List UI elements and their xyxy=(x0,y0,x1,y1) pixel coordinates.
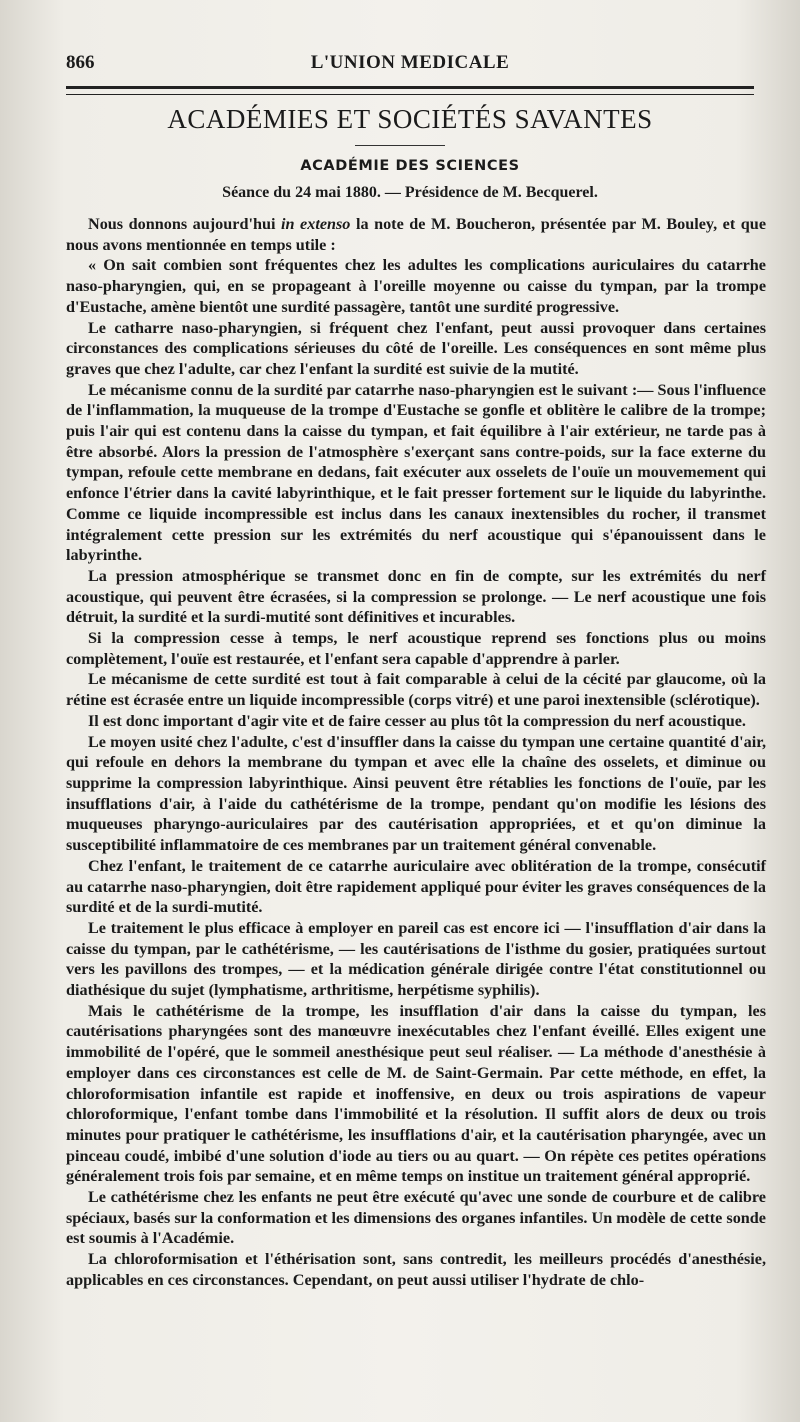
paragraph: Le moyen usité chez l'adulte, c'est d'insuffler dans la caisse du tympan une certaine quantité d'air, qui refoule en dehors la membrane du tympan et avec elle la chaîne des osselets, et diminue ou supprime la compression labyrinthique. Ainsi peuvent être rétablies les fonctions de l'ouïe, par les insufflations d'air, à l'aide du cathétérisme de la trompe, pendant qu'on modifie les lésions des muqueuses pharyngo-auriculaires par des cautérisation appropriées, et et qu'on diminue la susceptibilité inflammatoire de ces membranes par un traitement général convenable. xyxy=(66,732,766,855)
intro-after: la note de M. Boucheron, présentée par M. Bouley, et que nous avons mentionnée en temps utile : xyxy=(66,215,766,254)
header-rule xyxy=(66,86,754,95)
academy-name: ACADÉMIE DES SCIENCES xyxy=(300,158,520,174)
paragraph: La pression atmosphérique se transmet donc en fin de compte, sur les extrémités du nerf acoustique, qui peuvent être écrasées, si la compression se prolonge. — Le nerf acoustique une fois détruit, la surdité et la surdi-mutité sont définitives et incurables. xyxy=(66,566,766,627)
section-title: ACADÉMIES ET SOCIÉTÉS SAVANTES xyxy=(167,104,653,134)
intro-italic: in extenso xyxy=(281,215,351,233)
intro-paragraph xyxy=(66,214,766,255)
paragraph: Le mécanisme connu de la surdité par catarrhe naso-pharyngien est le suivant :— Sous l'influence de l'inflammation, la muqueuse de la trompe d'Eustache se gonfle et oblitère le calibre de la trompe; puis l'air qui est contenu dans la caisse du tympan, et fait équilibre à l'air extérieur, ne tarde pas à être absorbé. Alors la pression de l'atmosphère s'exerçant sans contre-poids, sur la face externe du tympan, refoule cette membrane en dedans, fait exécuter aux osselets de l'ouïe un mouvemement qui enfonce l'étrier dans la cavité labyrinthique, et le fait presser fortement sur le liquide du labyrinthe. Comme ce liquide incompressible est inclus dans les canaux inextensibles du rocher, il transmet intégralement cette pression sur les extrémités du nerf acoustique qui s'épanouissent dans le labyrinthe. xyxy=(66,380,766,565)
paragraph: Il est donc important d'agir vite et de faire cesser au plus tôt la compression du nerf acoustique. xyxy=(88,711,746,730)
running-head xyxy=(66,52,754,78)
article-body xyxy=(66,214,766,1291)
journal-title: L'UNION MEDICALE xyxy=(310,52,510,73)
paragraph: La chloroformisation et l'éthérisation sont, sans contredit, les meilleurs procédés d'anesthésie, applicables en ces circonstances. Cependant, on peut aussi utiliser l'hydrate de chlo- xyxy=(66,1250,766,1289)
paragraph: Le traitement le plus efficace à employer en pareil cas est encore ici — l'insufflation d'air dans la caisse du tympan, par le cathétérisme, — les cautérisations de l'isthme du gosier, pratiquées surtout vers les pavillons des trompes, — et la médication générale dirigée contre l'état constitutionnel ou diathésique du sujet (lymphatisme, arthritisme, herpétisme syphilis). xyxy=(66,918,766,1000)
paragraph: Le cathétérisme chez les enfants ne peut être exécuté qu'avec une sonde de courbure et de calibre spéciaux, basés sur la conformation et les dimensions des organes infantiles. Un modèle de cette sonde est soumis à l'Académie. xyxy=(66,1188,766,1248)
paragraph: Mais le cathétérisme de la trompe, les insufflation d'air dans la caisse du tympan, les cautérisations pharyngées sont des manœuvre inexécutables chez l'enfant éveillé. Elles exigent une immobilité de l'opéré, que le sommeil anesthésique peut seul réaliser. — La méthode d'anesthésie à employer dans ces circonstances est celle de M. de Saint-Germain. Par cette méthode, en effet, la chloroformisation infantile est rapide et inoffensive, en deux ou trois aspirations de vapeur chloroformique, l'enfant tombe dans l'immobilité et la résolution. Il suffit alors de deux ou trois minutes pour pratiquer le cathétérisme, les insufflations d'air, et la cautérisation pharyngée, avec un pinceau coudé, imbibé d'une solution d'iode au tiers ou au quart. — On répète ces petites opérations généralement trois fois par semaine, et en même temps on institue un traitement général approprié. xyxy=(66,1001,766,1186)
intro-before: Nous donnons aujourd'hui xyxy=(88,215,281,233)
paragraph: Le catharre naso-pharyngien, si fréquent chez l'enfant, peut aussi provoquer dans certaines circonstances des complications sérieuses du côté de l'oreille. Les conséquences en sont même plus graves que chez l'adulte, car chez l'enfant la surdité est suivie de la mutité. xyxy=(66,318,766,378)
page-number: 866 xyxy=(66,52,95,73)
session-line: Séance du 24 mai 1880. — Présidence de M. Becquerel. xyxy=(222,184,598,201)
paragraph: « On sait combien sont fréquentes chez les adultes les complications auriculaires du catarrhe naso-pharyngien, qui, en se propageant à l'oreille moyenne ou caisse du tympan, par la trompe d'Eustache, amène bientôt une surdité passagère, tantôt une surdité progressive. xyxy=(66,256,766,316)
title-divider xyxy=(355,145,445,146)
paragraph: Le mécanisme de cette surdité est tout à fait comparable à celui de la cécité par glaucome, où la rétine est écrasée entre un liquide incompressible (corps vitré) et une paroi inextensible (sclérotique). xyxy=(66,670,766,710)
paragraph: Si la compression cesse à temps, le nerf acoustique reprend ses fonctions plus ou moins complètement, l'ouïe est restaurée, et l'enfant sera capable d'apprendre à parler. xyxy=(66,629,766,668)
paragraph: Chez l'enfant, le traitement de ce catarrhe auriculaire avec oblitération de la trompe, consécutif au catarrhe naso-pharyngien, doit être rapidement appliqué pour éviter les graves conséquences de la surdité et de la surdi-mutité. xyxy=(66,856,766,917)
